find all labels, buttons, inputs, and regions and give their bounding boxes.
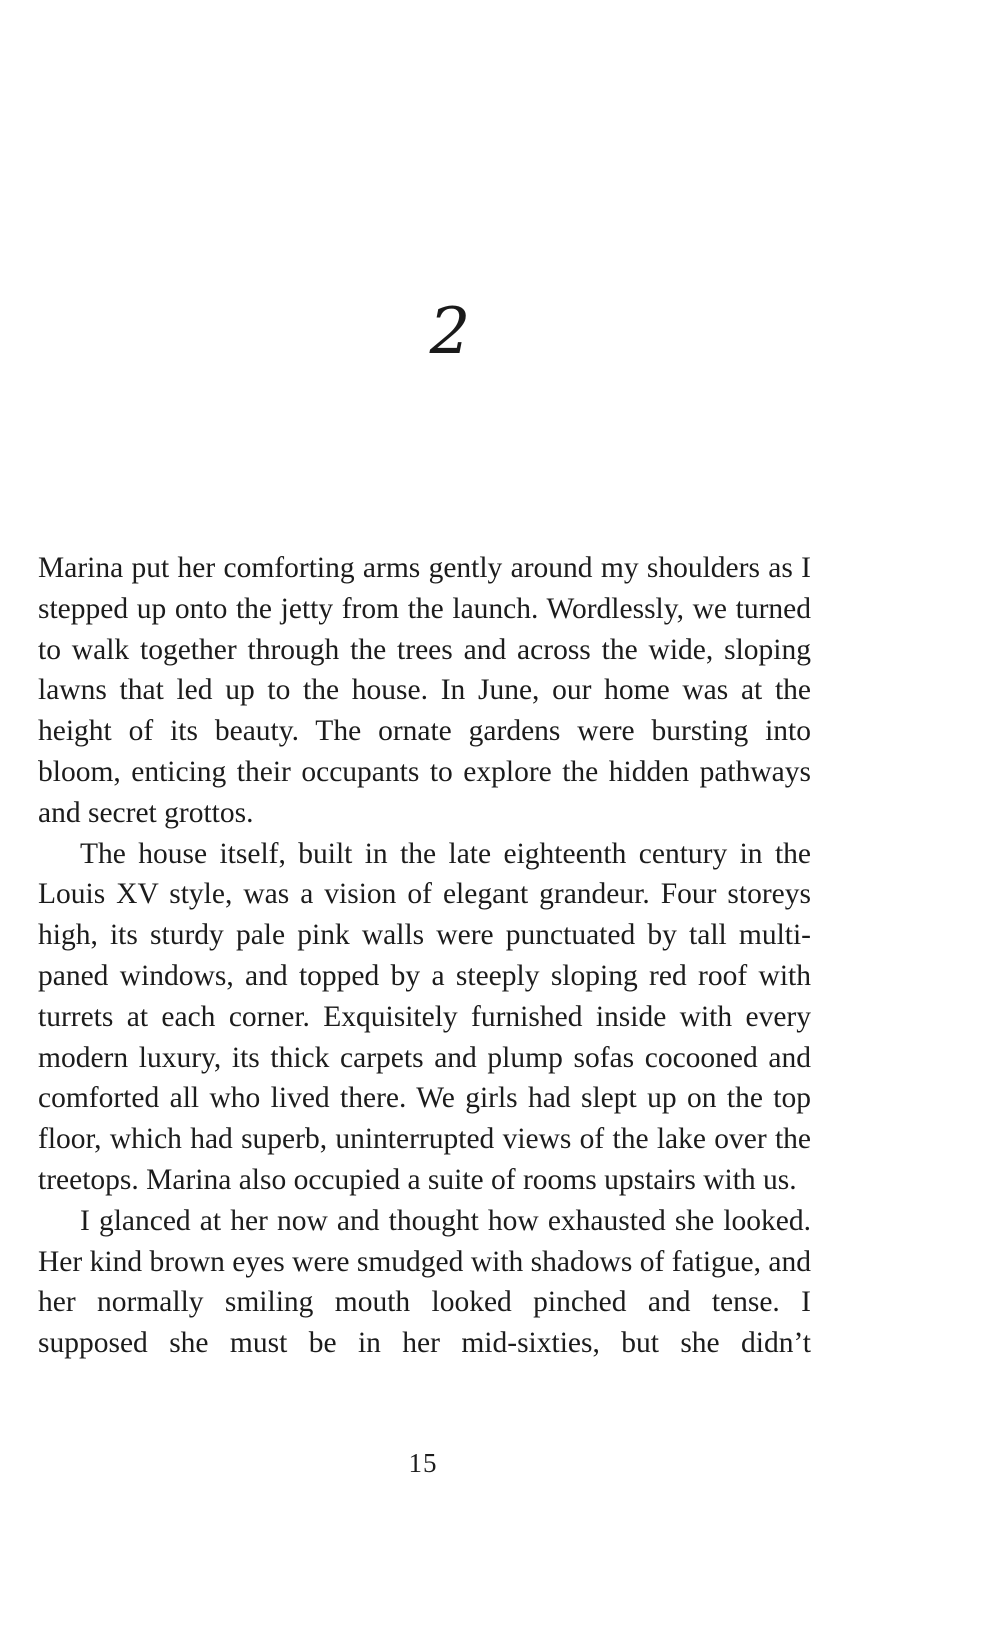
paragraph-3: I glanced at her now and thought how exhausted she looked. Her kind brown eyes were smudged with shadows of fatigue, and her normally smiling mouth looked pinched and tense. I supposed she must be in her mid-sixties, but she didn’t: [38, 1204, 811, 1360]
page-number: 15: [408, 1448, 438, 1478]
body-text: [38, 548, 811, 1364]
chapter-number: 2: [429, 295, 471, 369]
paragraph-2: The house itself, built in the late eighteenth century in the Louis XV style, was a vision of elegant grandeur. Four storeys high, its sturdy pale pink walls were punctuated by tall multi-paned windows, and topped by a steeply sloping red roof with turrets at each corner. Exquisitely furnished inside with every modern luxury, its thick carpets and plump sofas cocooned and comforted all who lived there. We girls had slept up on the top floor, which had superb, uninterrupted views of the lake over the treetops. Marina also occupied a suite of rooms upstairs with us.: [38, 837, 811, 1196]
paragraph-1: Marina put her comforting arms gently around my shoulders as I stepped up onto the jetty from the launch. Wordlessly, we turned to walk together through the trees and across the wide, sloping lawns that led up to the house. In June, our home was at the height of its beauty. The ornate gardens were bursting into bloom, enticing their occupants to explore the hidden pathways and secret grottos.: [38, 552, 811, 829]
